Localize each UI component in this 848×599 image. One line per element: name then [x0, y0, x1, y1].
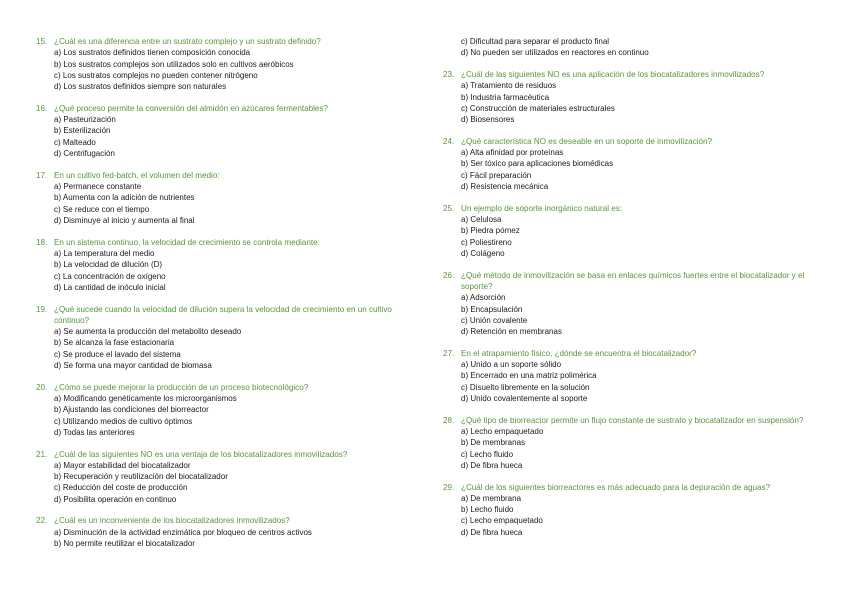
question-text: En el atrapamiento físico, ¿dónde se encuentra el biocatalizador? [461, 348, 697, 358]
answer-option: a) Alta afinidad por proteínas [461, 148, 564, 158]
question-block [36, 170, 426, 226]
answer-option: a) Disminución de la actividad enzimática por bloqueo de centros activos [54, 527, 312, 537]
answer-option: c) Se produce el lavado del sistema [54, 349, 181, 359]
answer-option: c) Los sustratos complejos no pueden contener nitrógeno [54, 70, 258, 80]
question-text: ¿Qué sucede cuando la velocidad de dilución supera la velocidad de crecimiento en un cultivo continuo? [54, 304, 392, 325]
option: c) Dificultad para separar el producto final [461, 37, 610, 46]
answer-option: a) Pasteurización [54, 115, 116, 125]
question-heading [443, 69, 833, 80]
question-number: 18. [36, 237, 48, 247]
answer-option: a) De membrana [461, 493, 522, 503]
question-block [443, 415, 833, 471]
question-text: ¿Cuál es una diferencia entre un sustrato complejo y un sustrato definido? [54, 37, 321, 46]
question-text: Un ejemplo de soporte inorgánico natural es: [461, 203, 623, 213]
question-heading [36, 449, 426, 460]
question-heading [443, 482, 833, 493]
answer-option: c) La concentración de oxígeno [54, 271, 166, 281]
answer-option: a) Celulosa [461, 215, 502, 225]
question-number: 26. [443, 270, 455, 280]
question-block [443, 482, 833, 538]
question-heading [36, 36, 426, 47]
question-text: ¿Qué método de inmovilización se basa en enlaces químicos fuertes entre el biocatalizador y el soporte? [461, 270, 805, 291]
answer-option: c) Reducción del coste de producción [54, 483, 188, 493]
answer-option: b) Se alcanza la fase estacionaria [54, 338, 175, 348]
answer-option: a) Unido a un soporte sólido [461, 360, 562, 370]
question-block [36, 304, 426, 372]
answer-option: c) Se reduce con el tiempo [54, 204, 150, 214]
question-block [443, 270, 833, 338]
question-block [36, 36, 426, 92]
answer-option: a) Se aumenta la producción del metabolito deseado [54, 327, 242, 337]
answer-option: b) Piedra pómez [461, 226, 520, 236]
question-text: ¿Cuál de las siguientes NO es una ventaja de los biocatalizadores inmovilizados? [54, 449, 348, 459]
question-number: 23. [443, 69, 455, 79]
question-heading [443, 348, 833, 359]
question-heading [36, 304, 426, 327]
question-block [36, 103, 426, 159]
question-text: En un cultivo fed-batch, el volumen del medio: [54, 170, 220, 180]
question-block [36, 382, 426, 438]
question-text: ¿Cómo se puede mejorar la producción de un proceso biotecnológico? [54, 382, 309, 392]
answer-option: a) Los sustratos definidos tienen composición conocida [54, 48, 251, 58]
answer-option: c) Disuelto libremente en la solución [461, 382, 590, 392]
question-text: En un sistema continuo, la velocidad de crecimiento se controla mediante: [54, 237, 320, 247]
question-text: ¿Qué tipo de biorreactor permite un flujo constante de sustrato y biocatalizador en suspensión? [461, 415, 804, 425]
question-number: 24. [443, 136, 455, 146]
question-heading [443, 270, 833, 293]
question-block [36, 237, 426, 293]
question-block [443, 69, 833, 125]
answer-option: b) Recuperación y reutilización del biocatalizador [54, 472, 228, 482]
question-heading [36, 382, 426, 393]
answer-option: c) Utilizando medios de cultivo óptimos [54, 416, 193, 426]
question-text: ¿Qué característica NO es deseable en un soporte de inmovilización? [461, 136, 713, 146]
answer-option: d) De fibra hueca [461, 527, 523, 537]
answer-option: d) Todas las anteriores [54, 427, 135, 437]
left-column [36, 36, 426, 560]
answer-option: d) Unido covalentemente al soporte [461, 393, 588, 403]
question-number: 16. [36, 103, 48, 113]
answer-option: a) Adsorción [461, 293, 506, 303]
question-number: 25. [443, 203, 455, 213]
question-number: 28. [443, 415, 455, 425]
answer-option: a) Permanece constante [54, 182, 142, 192]
question-number: 29. [443, 482, 455, 492]
answer-option: d) Se forma una mayor cantidad de biomasa [54, 360, 212, 370]
question-heading [36, 515, 426, 526]
answer-option: c) Construcción de materiales estructurales [461, 103, 615, 113]
question-text: ¿Qué proceso permite la conversión del almidón en azúcares fermentables? [54, 103, 328, 113]
question-block [443, 348, 833, 404]
question-heading [36, 237, 426, 248]
answer-option: d) La cantidad de inóculo inicial [54, 282, 166, 292]
question-text: ¿Cuál de las siguientes NO es una aplicación de los biocatalizadores inmovilizados? [461, 69, 765, 79]
question-text: ¿Cuál es un inconveniente de los biocatalizadores inmovilizados? [54, 516, 290, 526]
question-number: 15. [36, 37, 48, 46]
answer-option: b) Ser tóxico para aplicaciones biomédicas [461, 159, 614, 169]
answer-option: b) Los sustratos complejos son utilizados solo en cultivos aeróbicos [54, 59, 294, 69]
answer-option: c) Lecho fluido [461, 449, 514, 459]
question-number: 17. [36, 170, 48, 180]
answer-option: c) Poliestireno [461, 237, 512, 247]
answer-option: a) Mayor estabilidad del biocatalizador [54, 460, 191, 470]
answer-option: a) Modificando genéticamente los microorganismos [54, 393, 237, 403]
answer-option: d) Colágeno [461, 248, 505, 258]
answer-option: d) Centrifugación [54, 149, 115, 159]
answer-option: d) Los sustratos definidos siempre son naturales [54, 82, 227, 92]
question-text: ¿Cuál de los siguientes biorreactores es más adecuado para la depuración de aguas? [461, 482, 771, 492]
answer-option: d) De fibra hueca [461, 460, 523, 470]
answer-option: d) Biosensores [461, 115, 515, 125]
answer-option: c) Malteado [54, 137, 96, 147]
answer-option: b) Aumenta con la adición de nutrientes [54, 193, 195, 203]
answer-option: a) Tratamiento de residuos [461, 81, 557, 91]
question-block [443, 136, 833, 192]
answer-option: c) Fácil preparación [461, 170, 532, 180]
answer-option: b) De membranas [461, 438, 526, 448]
answer-option: a) Lecho empaquetado [461, 426, 544, 436]
answer-option: b) Encerrado en una matriz polimérica [461, 371, 597, 381]
question-number: 27. [443, 348, 455, 358]
option: d) No pueden ser utilizados en reactores en continuo [461, 48, 649, 58]
question-heading [36, 103, 426, 114]
answer-option: a) La temperatura del medio [54, 248, 155, 258]
answer-option: b) No permite reutilizar el biocatalizador [54, 539, 195, 549]
question-number: 20. [36, 382, 48, 392]
answer-option: c) Unión covalente [461, 315, 528, 325]
question-block [36, 515, 426, 549]
answer-option: b) La velocidad de dilución (D) [54, 260, 163, 270]
answer-option: d) Posibilita operación en continuo [54, 494, 177, 504]
question-22-continuation [443, 36, 833, 59]
question-block [443, 203, 833, 259]
answer-option: b) Ajustando las condiciones del biorreactor [54, 405, 209, 415]
answer-option: d) Resistencia mecánica [461, 182, 549, 192]
answer-option: b) Industria farmacéutica [461, 92, 550, 102]
answer-option: b) Esterilización [54, 126, 111, 136]
answer-option: d) Disminuye al inicio y aumenta al final [54, 215, 195, 225]
right-column [443, 36, 833, 548]
answer-option: c) Lecho empaquetado [461, 516, 543, 526]
question-number: 19. [36, 304, 48, 314]
question-heading [443, 136, 833, 147]
question-number: 22. [36, 516, 48, 526]
question-number: 21. [36, 449, 48, 459]
question-block [36, 449, 426, 505]
answer-option: b) Encapsulación [461, 304, 523, 314]
question-heading [443, 203, 833, 214]
question-heading [36, 170, 426, 181]
answer-option: b) Lecho fluido [461, 505, 514, 515]
answer-option: d) Retención en membranas [461, 327, 562, 337]
question-heading [443, 415, 833, 426]
